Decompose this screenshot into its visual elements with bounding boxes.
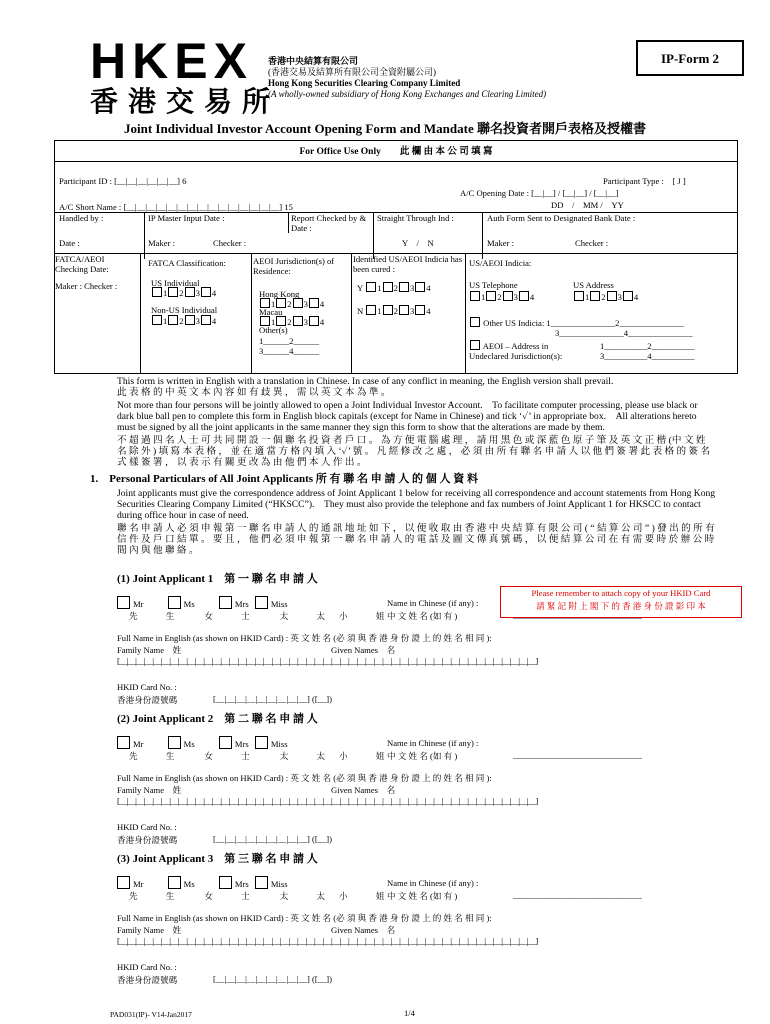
- form-id-badge: IP-Form 2: [636, 40, 744, 76]
- title-mrs[interactable]: Mrs: [219, 739, 249, 749]
- macau-label: Macau: [259, 307, 283, 317]
- hkid-reminder-zh: 請 緊 記 附 上 閣 下 的 香 港 身 份 證 影 印 本: [536, 601, 706, 611]
- opening-date: A/C Opening Date : [__|__] / [__|__] / [__|__]: [460, 188, 619, 198]
- us-telephone-boxes: 1 2 3 4: [469, 291, 534, 302]
- ip-master-input: IP Master Input Date :: [148, 213, 225, 223]
- name-chinese-label: Name in Chinese (if any) :: [387, 598, 479, 608]
- us-individual-label: US Individual: [151, 278, 200, 288]
- english-name-input[interactable]: [__|__|__|__|__|__|__|__|__|__|__|__|__|__|__|__|__|__|__|__|__|__|__|__|__|__|__|__|__|__|__|__|__|__|__|__|__|__|__|__|__|__|__|__|__|__|__|__|__]: [117, 656, 538, 666]
- page-number: 1/4: [404, 1008, 415, 1018]
- form-title: Joint Individual Investor Account Opening Form and Mandate 聯名投資者開戶表格及授權書: [124, 121, 646, 136]
- title-options-zh: 先 生 女 士 太 太 小 姐: [129, 891, 385, 901]
- hkid-label-zh: 香港身份證號碼: [117, 835, 178, 845]
- title-options: [117, 596, 288, 609]
- straight-through: Straight Through Ind :: [377, 213, 454, 223]
- office-maker-2: Maker :: [487, 238, 514, 248]
- intro-line-3: Not more than four persons will be jointly allowed to open a Joint Individual Investor Account. To facilitate computer processing, please use black or dark blue ball pen to complete this form in English block capitals (except for Name in Chinese) and tick ‘✓’ in appropriate box. All alterations hereto must be signed by all the joint applicants in the same manner they sign this form to show that the alterations are made by them.: [117, 400, 698, 433]
- title-mr[interactable]: Mr: [117, 879, 144, 889]
- title-miss[interactable]: Miss: [255, 879, 288, 889]
- section-1-para: [117, 488, 717, 556]
- others-line-2: 3______4______: [259, 346, 320, 356]
- other-us-indicia-2: 3_______________4_______________: [555, 328, 693, 338]
- hkid-input[interactable]: [__|__|__|__|__|__|__|__|__] ([__]): [213, 974, 333, 984]
- hkid-label-zh: 香港身份證號碼: [117, 695, 178, 705]
- non-us-individual-boxes: 1 2 3 4: [151, 315, 216, 326]
- logo-text-zh: 香港交易所: [90, 85, 281, 118]
- aeoi-address-fill-2: 3__________4__________: [600, 351, 695, 361]
- logo-text-en: HKEX: [90, 33, 253, 89]
- office-maker: Maker :: [148, 238, 175, 248]
- hkid-reminder-en: Please remember to attach copy of your HKID Card: [531, 588, 711, 598]
- company-en-sub: (A wholly-owned subsidiary of Hong Kong Exchanges and Clearing Limited): [268, 89, 547, 99]
- us-address-boxes: 1 2 3 4: [573, 291, 638, 302]
- hkid-label: HKID Card No. :: [117, 682, 177, 692]
- title-miss[interactable]: Miss: [255, 739, 288, 749]
- name-chinese-input[interactable]: ______________________________: [513, 890, 642, 900]
- hong-kong-label: Hong Kong: [259, 289, 300, 299]
- cured-no-boxes: N 1 2 3 4: [357, 306, 431, 316]
- intro-line-1: This form is written in English with a translation in Chinese. In case of any conflict in meaning, the English version shall prevail.: [117, 376, 614, 387]
- title-miss[interactable]: Miss: [255, 599, 288, 609]
- auth-form-sent: Auth Form Sent to Designated Bank Date :: [487, 213, 636, 223]
- family-name-label: Family Name 姓: [117, 785, 182, 795]
- hkid-input[interactable]: [__|__|__|__|__|__|__|__|__] ([__]): [213, 834, 333, 844]
- fatca-aeoi-checking: FATCA/AEOI Checking Date:: [55, 254, 109, 274]
- cured-yes-boxes: Y 1 2 3 4: [357, 283, 431, 293]
- aeoi-jurisdiction: AEOI Jurisdiction(s) of Residence:: [253, 256, 335, 276]
- intro-line-2: 此 表 格 的 中 英 文 本 內 容 如 有 歧 異 ， 需 以 英 文 本 為 準 。: [117, 387, 391, 398]
- full-name-label: Full Name in English (as shown on HKID Card) : 英 文 姓 名 (必 須 與 香 港 身 份 證 上 的 姓 名 相 同 ):: [117, 913, 492, 923]
- date-format: DD / MM / YY: [551, 200, 624, 210]
- applicant-block-1: [117, 570, 737, 710]
- office-checker: Checker :: [213, 238, 247, 248]
- title-options: [117, 736, 288, 749]
- given-names-label: Given Names 名: [331, 925, 396, 935]
- title-options: [117, 876, 288, 889]
- aeoi-address-fill: 1__________2__________: [600, 341, 695, 351]
- family-name-label: Family Name 姓: [117, 925, 182, 935]
- section-1-para-en: Joint applicants must give the correspondence address of Joint Applicant 1 below for receiving all correspondence and account statements from Hong Kong Securities Clearing Company Limited (“HKSCC”). They must also provide the telephone and fax numbers of Joint Applicant 1 for HKSCC to contact during office hour in case of need.: [117, 488, 716, 521]
- hkid-input[interactable]: [__|__|__|__|__|__|__|__|__] ([__]): [213, 694, 333, 704]
- hkid-label: HKID Card No. :: [117, 962, 177, 972]
- given-names-label: Given Names 名: [331, 645, 396, 655]
- full-name-label: Full Name in English (as shown on HKID Card) : 英 文 姓 名 (必 須 與 香 港 身 份 證 上 的 姓 名 相 同 ):: [117, 773, 492, 783]
- full-name-label: Full Name in English (as shown on HKID Card) : 英 文 姓 名 (必 須 與 香 港 身 份 證 上 的 姓 名 相 同 ):: [117, 633, 492, 643]
- office-use-box: [54, 140, 738, 374]
- name-chinese-label-zh[interactable]: 中 文 姓 名 (如 有 ): [387, 751, 458, 761]
- handled-by: Handled by :: [59, 213, 104, 223]
- company-zh-sub: (香港交易及結算所有限公司全資附屬公司): [268, 67, 436, 77]
- section-1-para-zh: 聯 名 申 請 人 必 須 申 報 第 一 聯 名 申 請 人 的 通 訊 地 址 如 下 ， 以 便 收 取 由 香 港 中 央 結 算 有 限 公 司 ( “ 結 算 公 司 ” ) 發 出 的 所 有 信 件 及 戶 口 結 單 。 要 且 ， 他 們 必 須 申 報 第 一 聯 名 申 請 人 的 電 話 及 圖 文 傳 真 號 碼 ， 以 便 結 算 公 司 在 有 需 要 時 於 辦 公 時 間 內 與 他 聯 絡 。: [117, 523, 715, 556]
- form-code: PAD031(IP)- V14-Jan2017: [110, 1010, 192, 1019]
- title-ms[interactable]: Ms: [168, 739, 195, 749]
- participant-type: Participant Type : [ J ]: [603, 176, 686, 186]
- applicant-heading: (1) Joint Applicant 1 第 一 聯 名 申 請 人: [117, 573, 318, 585]
- office-date: Date :: [59, 238, 80, 248]
- title-mrs[interactable]: Mrs: [219, 599, 249, 609]
- others-line-1: 1______2______: [259, 336, 320, 346]
- aeoi-address: AEOI – Address in Undeclared Jurisdiction(s):: [469, 341, 563, 361]
- title-ms[interactable]: Ms: [168, 879, 195, 889]
- intro-block: [117, 376, 717, 468]
- company-en-name: Hong Kong Securities Clearing Company Limited: [268, 78, 461, 88]
- hkex-logo: [90, 33, 281, 118]
- title-options-zh: 先 生 女 士 太 太 小 姐: [129, 751, 385, 761]
- family-name-label: Family Name 姓: [117, 645, 182, 655]
- short-name: A/C Short Name : [__|__|__|__|__|__|__|__|__|__|__|__|__|__|__] 15: [59, 202, 293, 212]
- us-aeoi-indicia: US/AEOI Indicia:: [469, 258, 532, 268]
- us-telephone-label: US Telephone: [469, 280, 518, 290]
- company-zh-name: 香港中央結算有限公司: [268, 56, 359, 66]
- maker-checker: Maker : Checker :: [55, 281, 118, 291]
- others-label: Other(s): [259, 325, 288, 335]
- macau-boxes: 1 2 3 4: [259, 316, 324, 327]
- participant-id: Participant ID : [__|__|__|__|__|__] 6: [59, 176, 187, 186]
- hkid-label: HKID Card No. :: [117, 822, 177, 832]
- hkid-label-zh: 香港身份證號碼: [117, 975, 178, 985]
- fatca-classification: FATCA Classification:: [148, 258, 226, 268]
- intro-line-4: 不 超 過 四 名 人 士 可 共 同 開 設 一 個 聯 名 投 資 者 戶 口 。 為 方 便 電 腦 處 理 ， 請 用 黑 色 或 深 藍 色 原 子 筆 及 英 文 正 楷 (中 文 姓 名 除 外 ) 填 寫 本 表 格 ， 並 在 適 當 方 格 內 填 入 ‘✓’ 號 。 凡 經 修 改 之 處 ， 必 須 由 所 有 聯 名 申 請 人 以 他 們 簽 署 此 表 格 的 簽 名 式 樣 簽 署 ， 以 表 示 有 關 更 改 為 由 他 們 本 人 作 出 。: [117, 435, 711, 468]
- applicant-heading: (2) Joint Applicant 2 第 二 聯 名 申 請 人: [117, 713, 318, 725]
- us-address-label: US Address: [573, 280, 614, 290]
- title-options-zh: 先 生 女 士 太 太 小 姐: [129, 611, 385, 621]
- report-checked: Report Checked by & Date :: [291, 213, 367, 233]
- english-name-input[interactable]: [__|__|__|__|__|__|__|__|__|__|__|__|__|__|__|__|__|__|__|__|__|__|__|__|__|__|__|__|__|__|__|__|__|__|__|__|__|__|__|__|__|__|__|__|__|__|__|__|__]: [117, 796, 538, 806]
- section-1-heading: 1. Personal Particulars of All Joint Applicants 所 有 聯 名 申 請 人 的 個 人 資 料: [90, 473, 479, 485]
- applicant-block-3: [117, 850, 737, 990]
- english-name-input[interactable]: [__|__|__|__|__|__|__|__|__|__|__|__|__|__|__|__|__|__|__|__|__|__|__|__|__|__|__|__|__|__|__|__|__|__|__|__|__|__|__|__|__|__|__|__|__|__|__|__|__]: [117, 936, 538, 946]
- name-chinese-input[interactable]: ______________________________: [513, 610, 642, 620]
- name-chinese-label: Name in Chinese (if any) :: [387, 878, 479, 888]
- applicant-block-2: [117, 710, 737, 850]
- office-heading: For Office Use Only 此 欄 由 本 公 司 填 寫: [299, 147, 493, 157]
- us-individual-boxes: 1 2 3 4: [151, 287, 216, 298]
- title-mr[interactable]: Mr: [117, 739, 144, 749]
- office-checker-2: Checker :: [575, 238, 609, 248]
- title-mr[interactable]: Mr: [117, 599, 144, 609]
- office-yes-no: Y / N: [402, 238, 434, 248]
- title-mrs[interactable]: Mrs: [219, 879, 249, 889]
- name-chinese-label: Name in Chinese (if any) :: [387, 738, 479, 748]
- title-ms[interactable]: Ms: [168, 599, 195, 609]
- hong-kong-boxes: 1 2 3 4: [259, 298, 324, 309]
- company-header: [268, 56, 546, 100]
- identified-indicia: Identified US/AEOI Indicia has been cured :: [353, 254, 463, 274]
- applicant-heading: (3) Joint Applicant 3 第 三 聯 名 申 請 人: [117, 853, 318, 865]
- other-us-indicia: Other US Indicia: 1_______________2_______________: [469, 317, 684, 328]
- name-chinese-input[interactable]: ______________________________: [513, 750, 642, 760]
- name-chinese-label-zh[interactable]: 中 文 姓 名 (如 有 ): [387, 611, 458, 621]
- non-us-individual-label: Non-US Individual: [151, 305, 218, 315]
- given-names-label: Given Names 名: [331, 785, 396, 795]
- name-chinese-label-zh[interactable]: 中 文 姓 名 (如 有 ): [387, 891, 458, 901]
